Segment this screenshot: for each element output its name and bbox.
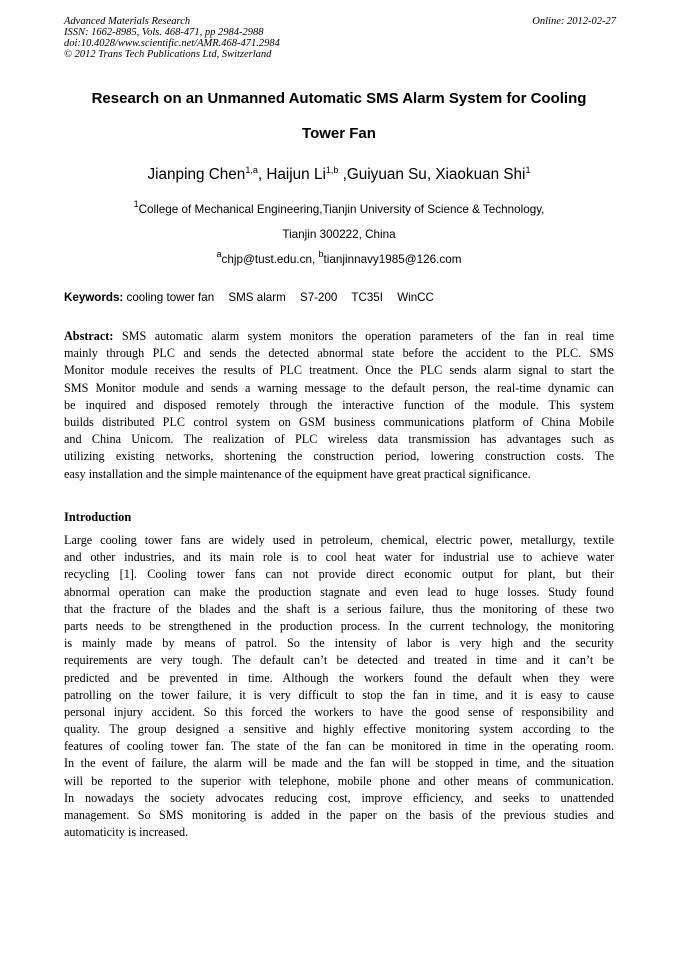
author-name: Guiyuan Su [346,166,427,183]
intro-line: In nowadays the society advocates reducing cost, improve efficiency, and seeks to unattended [64,790,614,805]
abstract-line: mainly through PLC and sends the detected abnormal state before the accident to the PLC. SMS [64,346,614,361]
abstract-line: be inquired and disposed remotely through the interactive function of the module. This system [64,397,614,412]
intro-line: parts needs to be strengthened in the production process. In the current technology, the monitoring [64,618,614,633]
introduction-body [64,532,614,841]
abstract-line: and China Unicom. The realization of PLC wireless data transmission has advantages such as [64,432,614,447]
email-b: tianjinnavy1985@126.com [323,253,462,266]
author-list [40,165,638,185]
intro-line: and other industries, and its main role is to cool heat water for industrial use to achieve water [64,550,614,565]
abstract-line-text: SMS automatic alarm system monitors the operation parameters of the fan in real time [113,329,614,343]
intro-line: requirements are very tough. The default can’t be detected and treated in time and it can’t be [64,653,614,668]
intro-line: patrolling on the tower failure, it is very difficult to stop the fan in time, and it is easy to cause [64,687,614,702]
abstract-line [64,328,614,345]
section-heading-introduction: Introduction [64,510,132,524]
intro-line: In the event of failure, the alarm will be made and the fan will be stopped in time, and the situation [64,756,614,771]
intro-line: that the fracture of the blades and the shaft is a serious failure, thus the monitoring of these two [64,601,614,616]
keyword: cooling tower fan [126,291,215,304]
author-separator: , [338,166,347,183]
author-separator: , [426,166,436,183]
author-name: Jianping Chen [147,166,246,183]
affiliation-text: College of Mechanical Engineering,Tianjin University of Science & Technology, [138,203,545,216]
paper-title-line-2: Tower Fan [302,125,376,142]
email-mark-a: a [216,249,222,259]
intro-line: automaticity is increased. [64,825,189,840]
intro-line: management. So SMS monitoring is added in the paper on the basis of the previous studies and [64,808,614,822]
journal-header [64,16,616,60]
paper-title-line-1: Research on an Unmanned Automatic SMS Alarm System for Cooling [91,90,587,107]
keyword: WinCC [397,291,434,304]
intro-line: will be reported to the superior with telephone, mobile phone and other means of communication. [64,773,614,788]
author-affiliation-mark: 1,a [245,165,258,175]
affiliation-line-1 [40,199,638,217]
abstract-line: Monitor module receives the results of PLC treatment. Once the PLC sends alarm signal to start the [64,363,614,378]
affiliation-mark: 1 [133,199,139,209]
intro-line: Large cooling tower fans are widely used in petroleum, chemical, electric power, metallurgy, textile [64,533,614,547]
issn-line: ISSN: 1662-8985, Vols. 468-471, pp 2984-2988 [64,27,264,38]
author-name: Haijun Li [266,166,326,183]
abstract-line: easy installation and the simple maintenance of the equipment have great practical significance. [64,466,531,481]
keywords [64,290,624,306]
keyword: TC35I [351,291,383,304]
author-name: Xiaokuan Shi [435,166,526,183]
intro-line: predicted and be prevented in time. Although the workers found the default when they were [64,670,614,685]
email-a: chjp@tust.edu.cn, [221,253,319,266]
journal-name: Advanced Materials Research [64,16,191,27]
email-mark-b: b [318,249,324,259]
abstract-line: SMS Monitor module and sends a warning message to the default person, the real-time dynamic can [64,380,614,395]
intro-line: abnormal operation can make the production stagnate and even lead to huge losses. Study found [64,584,614,599]
affiliation-line-2: Tianjin 300222, China [282,228,396,241]
abstract-label: Abstract: [64,329,114,343]
keyword: SMS alarm [228,291,286,304]
author-affiliation-mark: 1,b [325,165,339,175]
author-affiliation-mark: 1 [525,165,531,175]
intro-line: recycling [1]. Cooling tower fans can not provide direct economic output for plant, but their [64,567,614,582]
doi-line: doi:10.4028/www.scientific.net/AMR.468-471.2984 [64,38,280,49]
keywords-label: Keywords: [64,291,124,304]
intro-line: quality. The group designed a sensitive and highly effective monitoring system according to the [64,722,614,737]
copyright-line: © 2012 Trans Tech Publications Ltd, Switzerland [64,49,272,60]
abstract-line: builds distributed PLC control system on GSM business communications platform of China Mobile [64,414,614,429]
intro-line: is mainly made by means of patrol. So the intensity of labor is very high and the security [64,636,614,651]
online-date: Online: 2012-02-27 [532,16,616,27]
intro-line: features of cooling tower fan. The state of the fan can be monitored in time in the operating room. [64,739,614,754]
abstract [64,328,614,483]
keyword: S7-200 [299,291,338,304]
author-separator: , [257,166,267,183]
abstract-line: utilizing existing networks, shortening the construction period, lowering construction costs. The [64,449,614,464]
email-line [40,249,638,267]
intro-line: personal injury accident. So this forced the workers to have the good sense of responsibility and [64,704,614,719]
